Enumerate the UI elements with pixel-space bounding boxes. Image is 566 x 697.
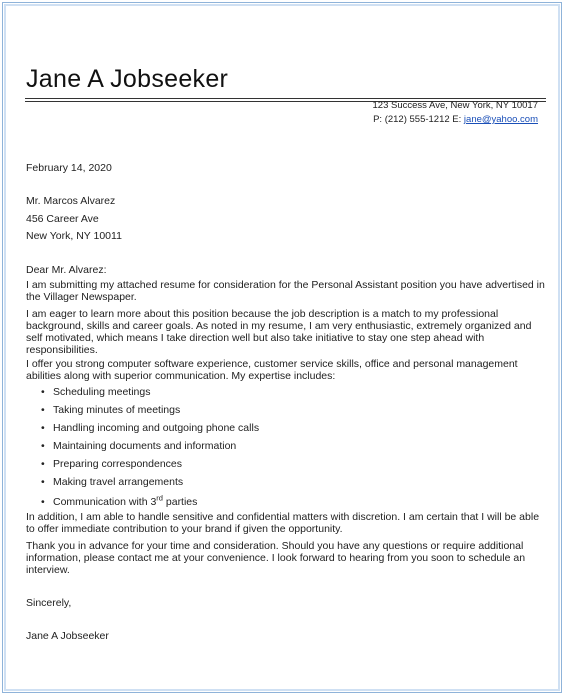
paragraph-intro: I am submitting my attached resume for consideration for the Personal Assistant position you have advertised in the Villager Newspaper.: [26, 279, 545, 303]
list-item-text-end: parties: [162, 496, 198, 508]
sender-email-link[interactable]: jane@yahoo.com: [463, 114, 538, 125]
letter-date: February 14, 2020: [26, 162, 112, 174]
letter-page: [2, 2, 562, 693]
list-item: • Scheduling meetings: [41, 386, 259, 404]
paragraph-closing-thanks: Thank you in advance for your time and consideration. Should you have any questions or require additional information, please contact me at your convenience. I look forward to hearing from you soon to schedule an interview.: [26, 540, 526, 576]
list-item: • Taking minutes of meetings: [41, 404, 259, 422]
sender-phone: P: (212) 555-1212 E:: [373, 114, 462, 125]
sender-contact-line: [373, 114, 538, 125]
paragraph-expertise-intro: I offer you strong computer software experience, customer service skills, office and personal management abilities along with superior communication. My expertise includes:: [26, 358, 518, 382]
closing: Sincerely,: [26, 597, 72, 609]
paragraph-discretion: In addition, I am able to handle sensitive and confidential matters with discretion. I am certain that I will be able to offer immediate contribution to your brand if given the opportunity.: [26, 511, 540, 535]
recipient-street: 456 Career Ave: [26, 213, 99, 225]
list-item-text: Communication with 3: [53, 496, 157, 508]
list-item: • Making travel arrangements: [41, 476, 259, 494]
list-item: • Preparing correspondences: [41, 458, 259, 476]
sender-address: 123 Success Ave, New York, NY 10017: [372, 100, 538, 111]
recipient-name: Mr. Marcos Alvarez: [26, 195, 116, 207]
list-item: • Handling incoming and outgoing phone calls: [41, 422, 259, 440]
sender-name: Jane A Jobseeker: [26, 65, 229, 93]
list-item: • Maintaining documents and information: [41, 440, 259, 458]
header-rule-top: [25, 98, 546, 99]
expertise-list: [41, 386, 259, 514]
ordinal-suffix: rd: [156, 493, 163, 503]
paragraph-qualifications: I am eager to learn more about this position because the job description is a match to my professional background, skills and career goals. As noted in my resume, I am very enthusiastic, extremely organized and self motivated, which means I take direction well but also take initiative to stay one step ahead with responsibilities.: [26, 308, 532, 356]
signature: Jane A Jobseeker: [26, 630, 109, 642]
salutation: Dear Mr. Alvarez:: [26, 264, 107, 276]
recipient-city: New York, NY 10011: [26, 230, 122, 242]
